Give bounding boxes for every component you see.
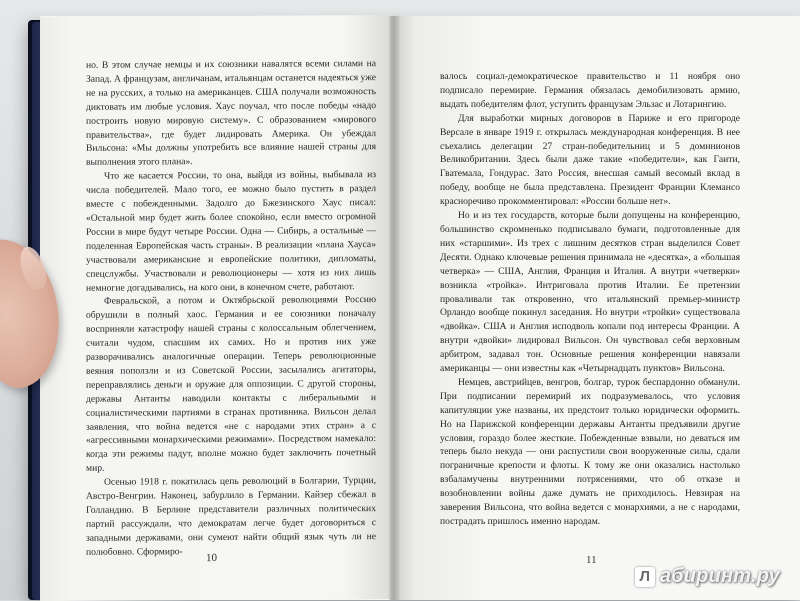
paragraph: валось социал-демократическое правительство и 11 ноября оно подписало перемирие. Германия обязалась демобилизовать армию, выдать победителям флот, уступить французам Эльзас и Лотарингию. bbox=[440, 71, 740, 110]
left-page-text bbox=[86, 57, 376, 559]
watermark-text: абиринт.ру bbox=[659, 565, 780, 587]
paragraph: Но и из тех государств, которые были допущены на конференцию, большинство скромненько подписывало бумаги, подготовленные для них «старшими». Из трех с лишним десятков стран выделился Совет Десяти. Однако ключевые решения принимала не «десятка», а «большая четверка» — США, Англия, Франция и Италия. А внутри «четверки» возникла «тройка». Интриговала против Италии. Ее претензии проваливали так откровенно, что итальянский премьер-министр Орландо вообще покинул заседания. Но внутри «тройки» существовала «двойка». США и Англия исподволь копали под интересы Франции. А внутри «двойки» лидировал Вильсон. Он чувствовал себя верховным арбитром, задавал тон. Основные решения конференции навязали американцы — они известны как «Четырнадцать пунктов» Вильсона. bbox=[440, 210, 740, 375]
right-page-number: 11 bbox=[586, 554, 597, 566]
book-gutter bbox=[388, 16, 400, 600]
paragraph: Для выработки мирных договоров в Париже и его пригороде Версале в январе 1919 г. открылась международная конференция. В нее съехались делегации 27 стран-победительниц и 5 доминионов Великобритании. Здесь были даже такие «победители», как Гаити, Гватемала, Гондурас. Зато Россия, внесшая самый весомый вклад в победу, вообще не была представлена. Президент Франции Клемансо красноречиво прокомментировал: «России больше нет». bbox=[440, 112, 740, 208]
right-page-text bbox=[440, 70, 740, 529]
left-page bbox=[40, 15, 398, 601]
paragraph: Немцев, австрийцев, венгров, болгар, турок беспардонно обманули. При подписании перемирий их подразумевалось, что условия капитуляции уже названы, их предстоит только юридически оформить. Но на Парижской конференции державы Антанты предъявили другие условия, гораздо более жесткие. Побежденные взвыли, но деваться им теперь было некуда — они распустили свои вооруженные силы, сдали пограничные крепости и флоты. К тому же они оказались настолько взбаламучены внутренними потрясениями, что об отказе и возобновлении войны даже думать не приходилось. Невзирая на заверения Вильсона, что война ведется с монархиями, а не с народами, пострадать пришлось именно народам. bbox=[440, 376, 740, 527]
labirint-logo-icon: Л bbox=[635, 567, 655, 587]
paragraph: но. В этом случае немцы и их союзники навалятся всеми силами на Запад. А французам, англичанам, итальянцам останется надеяться уже не на русских, а только на американцев. США получали возможность диктовать им любые условия. Хаус поучал, что после победы «надо построить новую мировую систему». С образованием «мирового правительства», где будет лидировать Америка. Он убеждал Вильсона: «Мы должны употребить все влияние нашей страны для выполнения этого плана». bbox=[86, 58, 376, 169]
paragraph: Что же касается России, то она, выйдя из войны, выбывала из числа победителей. Мало того, ее можно было пустить в раздел вместе с побежденными. Задолго до Бжезинского Хаус писал: «Остальной мир будет жить более спокойно, если вместо огромной России в мире будут четыре России. Одна — Сибирь, а остальные — поделенная Европейская часть страны». В реализации «плана Хауса» участвовали американские и европейские политики, дипломаты, спецслужбы. Участвовали и революционеры — хотя из них лишь немногие догадывались, на кого они, в конечном счете, работают. bbox=[86, 169, 376, 294]
labirint-watermark bbox=[635, 565, 780, 588]
open-book-spread bbox=[40, 16, 800, 600]
paragraph: Февральской, а потом и Октябрьской революциями Россию обрушили в полный хаос. Германия и ее союзники поначалу восприняли катастрофу нашей страны с колоссальным облегчением, считали чудом, спасшим их самих. Но и против них уже разворачивались аналогичные операции. Теперь революционные веяния поползли и из Советской России, засылались агитаторы, переправлялись деньги и оружие для оппозиции. С другой стороны, державы Антанты наводили контакты с либеральными и социалистическими партиями в странах противника. Вильсон делал заявления, что война ведется «не с народами этих стран» а с «агрессивными монархическими режимами». Посредством намекало: когда эти режимы падут, вполне можно будет заключить почетный мир. bbox=[86, 294, 376, 475]
left-page-number: 10 bbox=[206, 552, 217, 565]
right-page bbox=[390, 16, 800, 600]
paragraph: Осенью 1918 г. покатилась цепь революций в Болгарии, Турции, Австро-Венгрии. Наконец, забурлило в Германии. Кайзер сбежал в Голландию. В Берлине представители различных политических партий рассуждали, что демократам легче будет договориться с западными державами, они сумеют найти общий язык чуть ли не полюбовно. Сформиро- bbox=[86, 475, 376, 558]
